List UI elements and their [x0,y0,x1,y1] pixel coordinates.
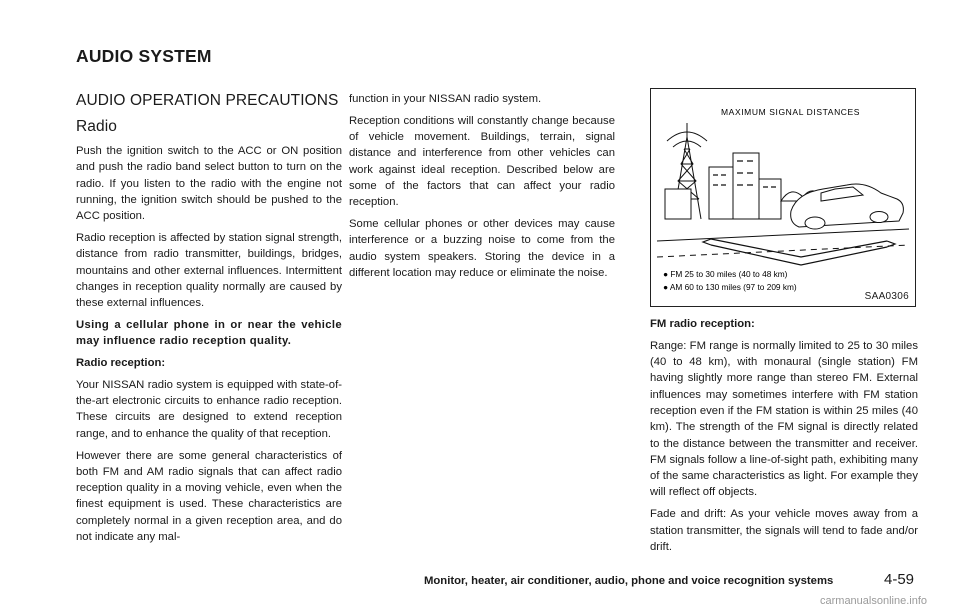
paragraph-reception-affected: Radio reception is affected by station signal strength, distance from radio transmitter, buildings, bridges, mountains and other external influences. Intermittent changes in reception quality normally are caused by these external influences. [76,231,342,310]
figure-title: MAXIMUM SIGNAL DISTANCES [721,107,861,117]
footer-chapter-title: Monitor, heater, air conditioner, audio, phone and voice recognition systems [424,575,834,587]
heading-fm-reception: FM radio reception: [650,318,755,330]
heading-audio-precautions: AUDIO OPERATION PRECAUTIONS [76,92,339,109]
figure-code: SAA0306 [864,291,909,302]
column-middle [349,91,615,287]
paragraph-reception-conditions: Reception conditions will constantly change because of vehicle movement. Buildings, terrain, signal distance and interference from other vehicles can work against ideal reception. Described below are some of the factors that can affect your radio reception. [349,114,615,209]
paragraph-ignition: Push the ignition switch to the ACC or ON position and push the radio band select button to turn on the radio. If you listen to the radio with the engine not running, the ignition switch should be pushed to the ACC position. [76,145,342,223]
paragraph-fade-drift: Fade and drift: As your vehicle moves away from a station transmitter, the signals will tend to fade and/or drift. [650,508,918,553]
heading-radio-reception: Radio reception: [76,357,166,370]
paragraph-cellular-warning: Using a cellular phone in or near the vehicle may influence radio reception quality. [76,318,342,348]
column-right [650,316,918,561]
column-left [76,91,342,551]
paragraph-radio-system: Your NISSAN radio system is equipped with state-of-the-art electronic circuits to enhance radio reception. These circuits are designed to extend reception range, and to enhance the quality of that reception. [76,378,342,440]
page-number: 4-59 [884,571,915,588]
paragraph-characteristics: However there are some general characteristics of both FM and AM radio signals that can affect radio reception quality in a moving vehicle, even when the finest equipment is used. These characteristics are completely normal in a given reception area, and do not indicate any mal- [76,449,342,544]
subheading-radio: Radio [76,118,117,135]
section-title: AUDIO SYSTEM [76,46,212,66]
signal-distance-figure [650,88,916,307]
signal-illustration [651,89,915,306]
range-arrow-icon [703,239,895,265]
paragraph-fm-range: Range: FM range is normally limited to 25 to 30 miles (40 to 48 km), with monaural (single station) FM having slightly more range than stereo FM. External influences may sometimes interfere with FM station reception even if the FM station is within 25 miles (40 km). The strength of the FM signal is directly related to the distance between the transmitter and receiver. FM signals follow a line-of-sight path, exhibiting many of the same characteristics as light. For example they will reflect off objects. [650,339,918,499]
paragraph-cellular-interference: Some cellular phones or other devices may cause interference or a buzzing noise to come from the audio system speakers. Storing the device in a different location may reduce or eliminate the noise. [349,218,615,279]
car-icon [791,184,904,229]
paragraph-continuation: function in your NISSAN radio system. [349,93,542,105]
figure-am-range: ● AM 60 to 130 miles (97 to 209 km) [663,282,797,292]
watermark: carmanualsonline.info [820,595,928,607]
figure-fm-range: ● FM 25 to 30 miles (40 to 48 km) [663,269,788,279]
